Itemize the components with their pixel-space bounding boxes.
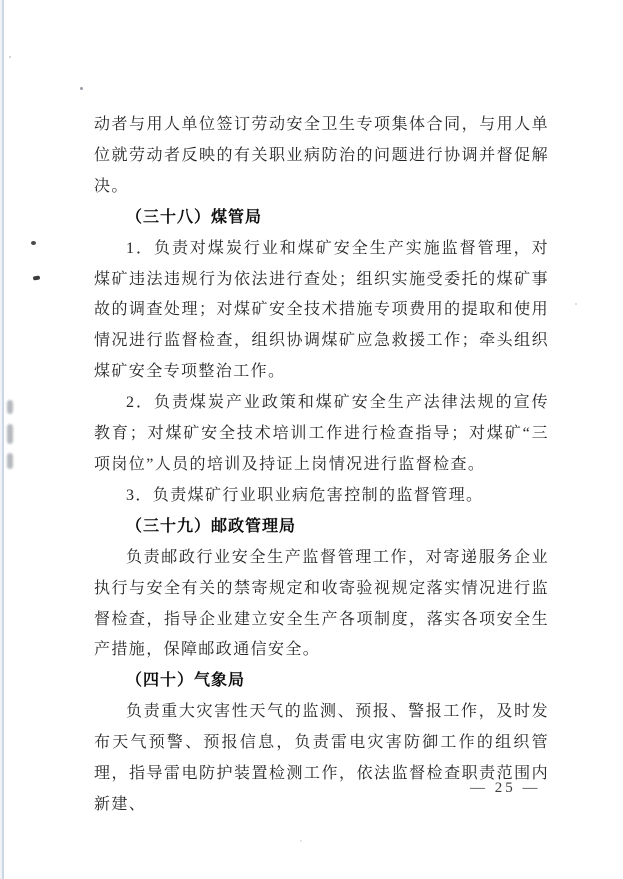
page-number: — 25 — [470,780,541,796]
section-38-paragraph-3: 3．负责煤矿行业职业病危害控制的监督管理。 [126,486,484,504]
section-38-paragraph-1: 1．负责对煤炭行业和煤矿安全生产实施监督管理，对煤矿违法违规行为依法进行查处；组织实施受委托的煤矿事故的调查处理；对煤矿安全技术措施专项费用的提取和使用情况进行监督检查，组织协调煤矿应急救援工作；牵头组织煤矿安全专项整治工作。 [94,239,549,381]
scan-speck [80,87,83,90]
document-text-block [94,110,549,821]
continuation-paragraph: 动者与用人单位签订劳动安全卫生专项集体合同，与用人单位就劳动者反映的有关职业病防治的问题进行协调并督促解决。 [94,116,549,195]
section-39-paragraph-1: 负责邮政行业安全生产监督管理工作，对寄递服务企业执行与安全有关的禁寄规定和收寄验视规定落实情况进行监督检查，指导企业建立安全生产各项制度，落实各项安全生产措施，保障邮政通信安全。 [94,548,549,659]
scan-smudge [7,424,13,444]
section-38-paragraph-2: 2．负责煤炭产业政策和煤矿安全生产法律法规的宣传教育；对煤矿安全技术培训工作进行检查指导；对煤矿“三项岗位”人员的培训及持证上岗情况进行监督检查。 [94,394,549,473]
scan-smudge [7,453,13,469]
scan-speck [300,840,302,842]
section-heading-40-meteorological-bureau: （四十）气象局 [126,672,246,690]
scan-edge-line [2,0,4,879]
section-heading-38-coal-bureau: （三十八）煤管局 [126,208,263,226]
section-heading-39-postal-bureau: （三十九）邮政管理局 [126,517,297,535]
scan-speck [33,276,40,281]
scan-speck [31,241,36,245]
scan-speck [575,303,577,305]
section-40-paragraph-1: 负责重大灾害性天气的监测、预报、警报工作，及时发布天气预警、预报信息，负责雷电灾害防御工作的组织管理，指导雷电防护装置检测工作，依法监督检查职责范围内新建、 [94,703,549,813]
scan-smudge [7,400,13,414]
scan-speck [9,56,11,58]
